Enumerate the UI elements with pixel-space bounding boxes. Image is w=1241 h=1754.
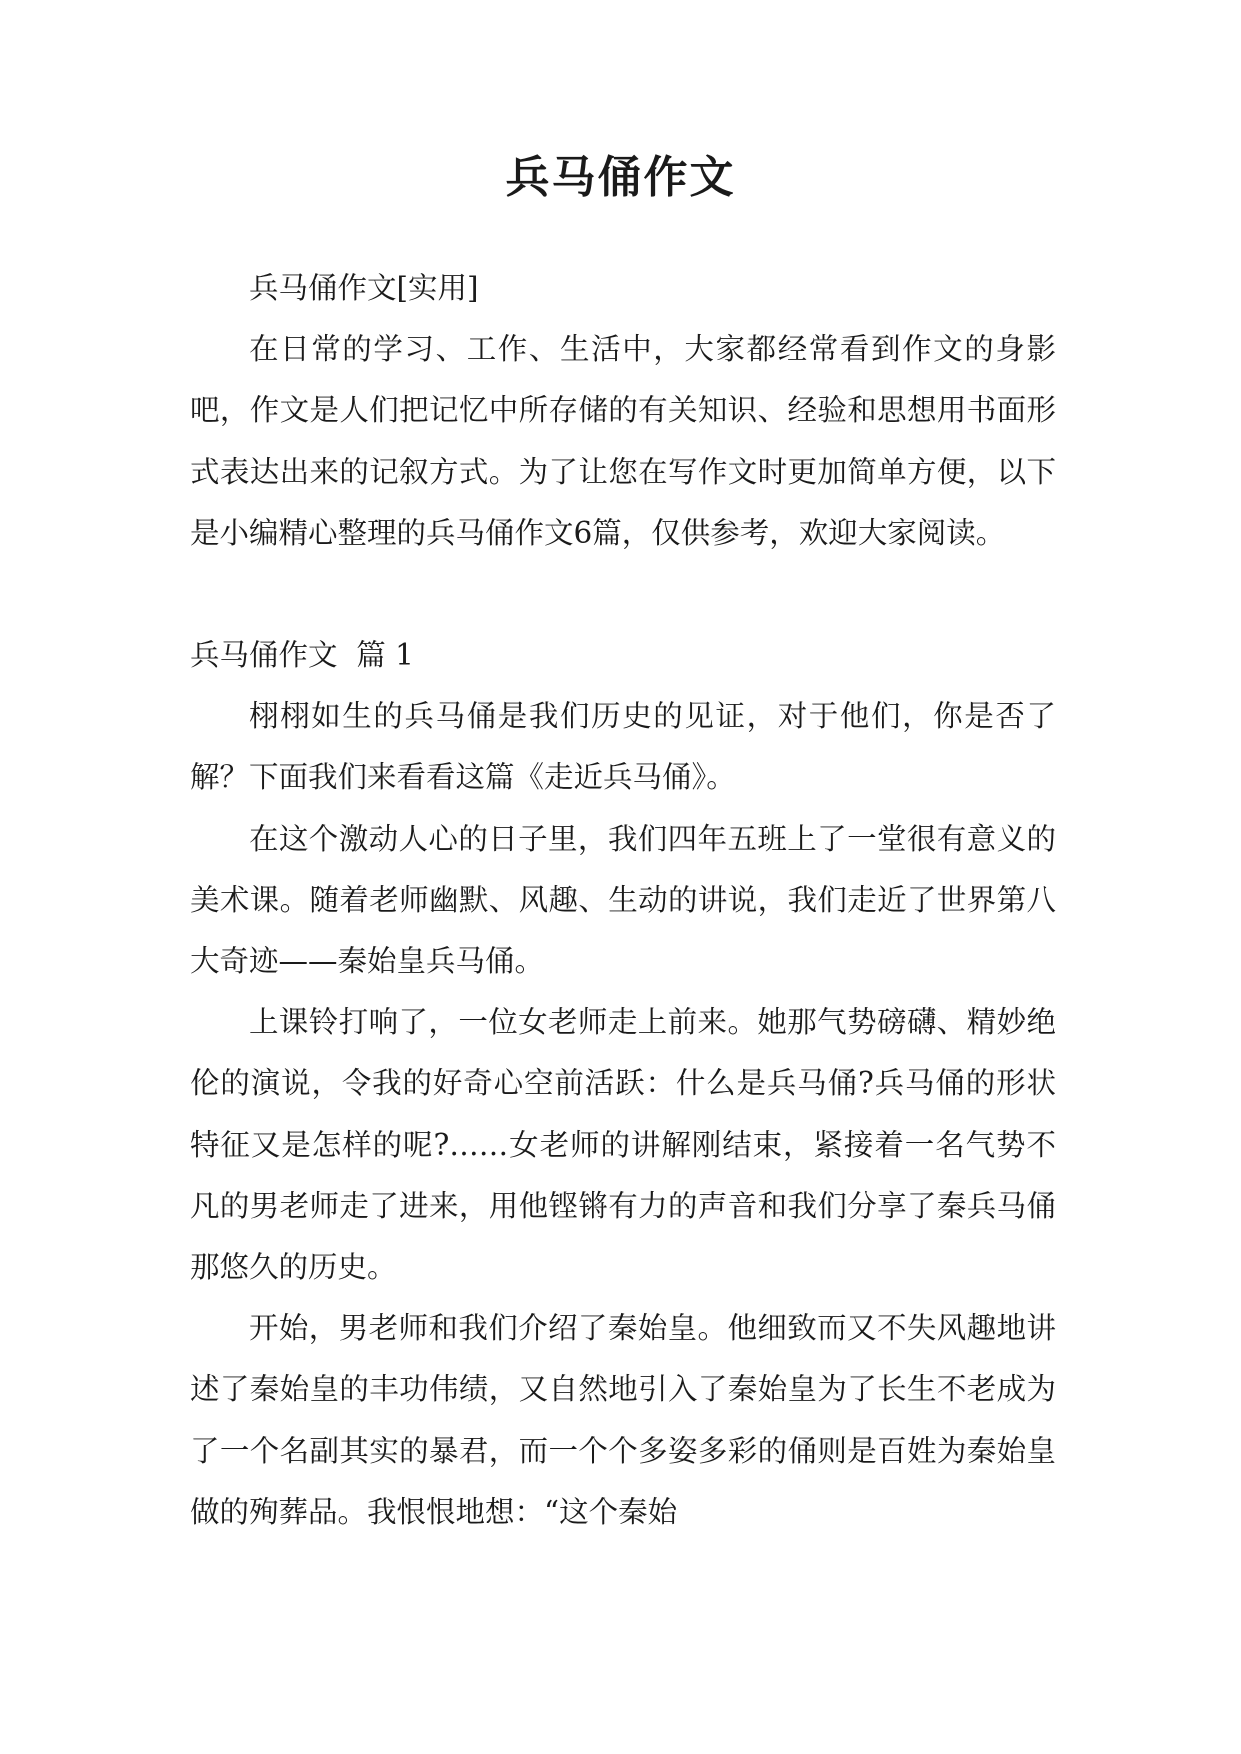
section-heading: 兵马俑作文 篇 1 — [190, 638, 414, 673]
body-paragraph-2: 在这个激动人心的日子里，我们四年五班上了一堂很有意义的美术课。随着老师幽默、风趣、生动的讲说，我们走近了世界第八大奇迹——秦始皇兵马俑。 — [190, 821, 1056, 979]
document-body — [190, 258, 1056, 1543]
section-spacer — [190, 564, 1056, 625]
document-subtitle: 兵马俑作文[实用] — [249, 271, 479, 305]
body-paragraph-1: 栩栩如生的兵马俑是我们历史的见证，对于他们，你是否了解？下面我们来看看这篇《走近兵马俑》。 — [190, 699, 1056, 795]
body-paragraph-4: 开始，男老师和我们介绍了秦始皇。他细致而又不失风趣地讲述了秦始皇的丰功伟绩，又自然地引入了秦始皇为了长生不老成为了一个名副其实的暴君，而一个个多姿多彩的俑则是百姓为秦始皇做的殉葬品。我恨恨地想：“这个秦始 — [190, 1311, 1056, 1529]
body-paragraph-3: 上课铃打响了，一位女老师走上前来。她那气势磅礴、精妙绝伦的演说，令我的好奇心空前活跃：什么是兵马俑?兵马俑的形状特征又是怎样的呢?……女老师的讲解刚结束，紧接着一名气势不凡的男老师走了进来，用他铿锵有力的声音和我们分享了秦兵马俑那悠久的历史。 — [190, 1005, 1056, 1285]
document-title: 兵马俑作文 — [505, 152, 736, 203]
intro-paragraph: 在日常的学习、工作、生活中，大家都经常看到作文的身影吧，作文是人们把记忆中所存储的有关知识、经验和思想用书面形式表达出来的记叙方式。为了让您在写作文时更加简单方便，以下是小编精心整理的兵马俑作文6篇，仅供参考，欢迎大家阅读。 — [190, 332, 1056, 550]
